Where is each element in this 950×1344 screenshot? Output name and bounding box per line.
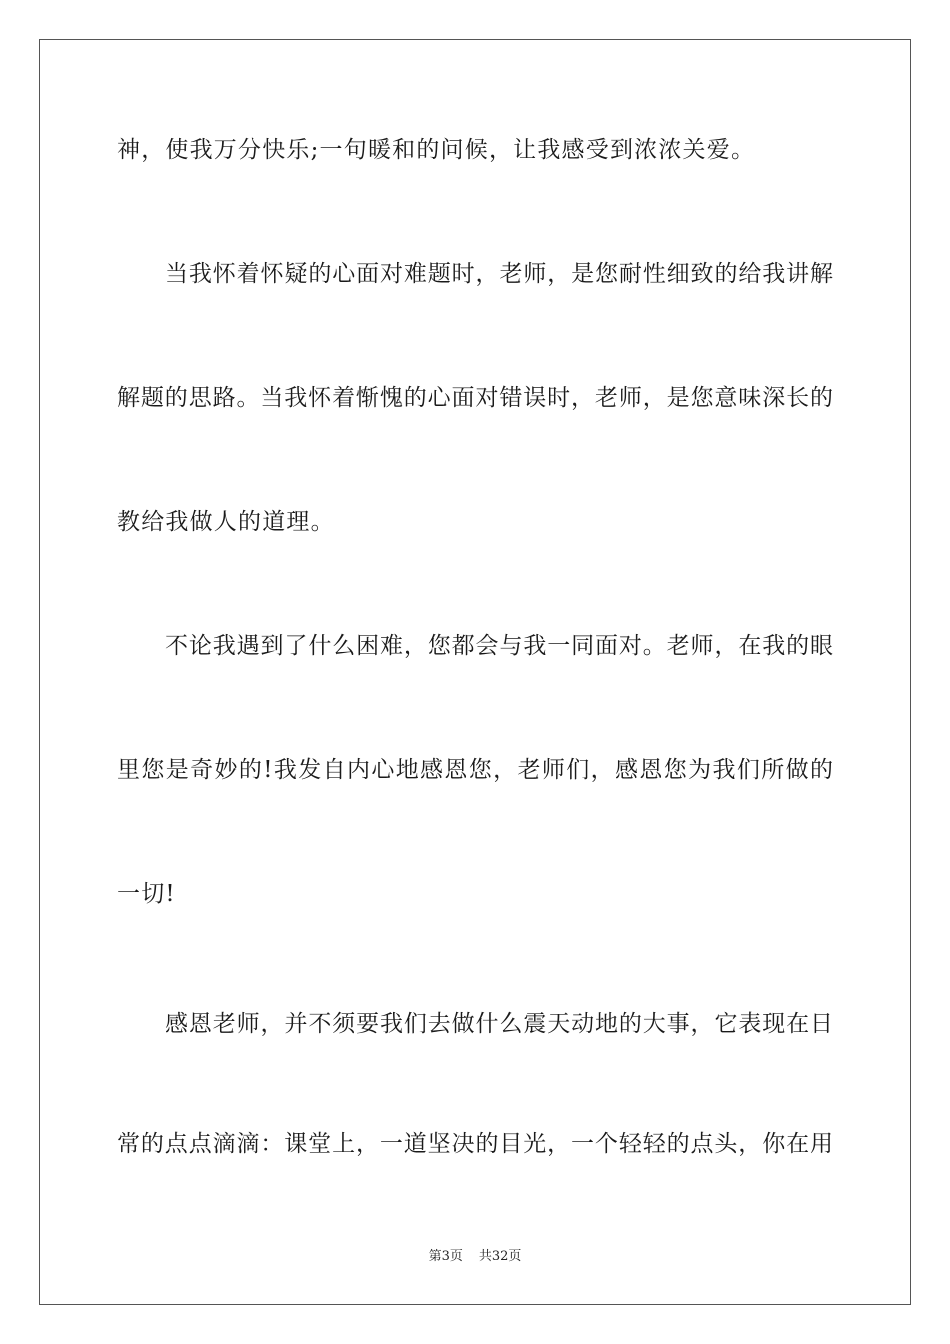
paragraph-line: 一切! [117, 881, 176, 907]
page-border [39, 39, 911, 1305]
paragraph-line: 不论我遇到了什么困难，您都会与我一同面对。老师，在我的眼 [165, 633, 833, 659]
paragraph-line: 解题的思路。当我怀着惭愧的心面对错误时，老师，是您意味深长的 [117, 385, 833, 411]
total-pages: 共32页 [478, 1249, 522, 1264]
paragraph-line: 当我怀着怀疑的心面对难题时，老师，是您耐性细致的给我讲解 [165, 261, 833, 287]
paragraph-line: 教给我做人的道理。 [117, 509, 335, 535]
paragraph-line: 里您是奇妙的!我发自内心地感恩您，老师们，感恩您为我们所做的 [117, 757, 833, 783]
paragraph-line: 常的点点滴滴：课堂上，一道坚决的目光，一个轻轻的点头，你在用 [117, 1131, 833, 1157]
paragraph-line: 感恩老师，并不须要我们去做什么震天动地的大事，它表现在日 [165, 1011, 833, 1037]
page-footer [0, 1248, 950, 1266]
paragraph-line: 神，使我万分快乐;一句暖和的问候，让我感受到浓浓关爱。 [117, 137, 756, 163]
current-page-number: 第3页 [428, 1249, 463, 1264]
